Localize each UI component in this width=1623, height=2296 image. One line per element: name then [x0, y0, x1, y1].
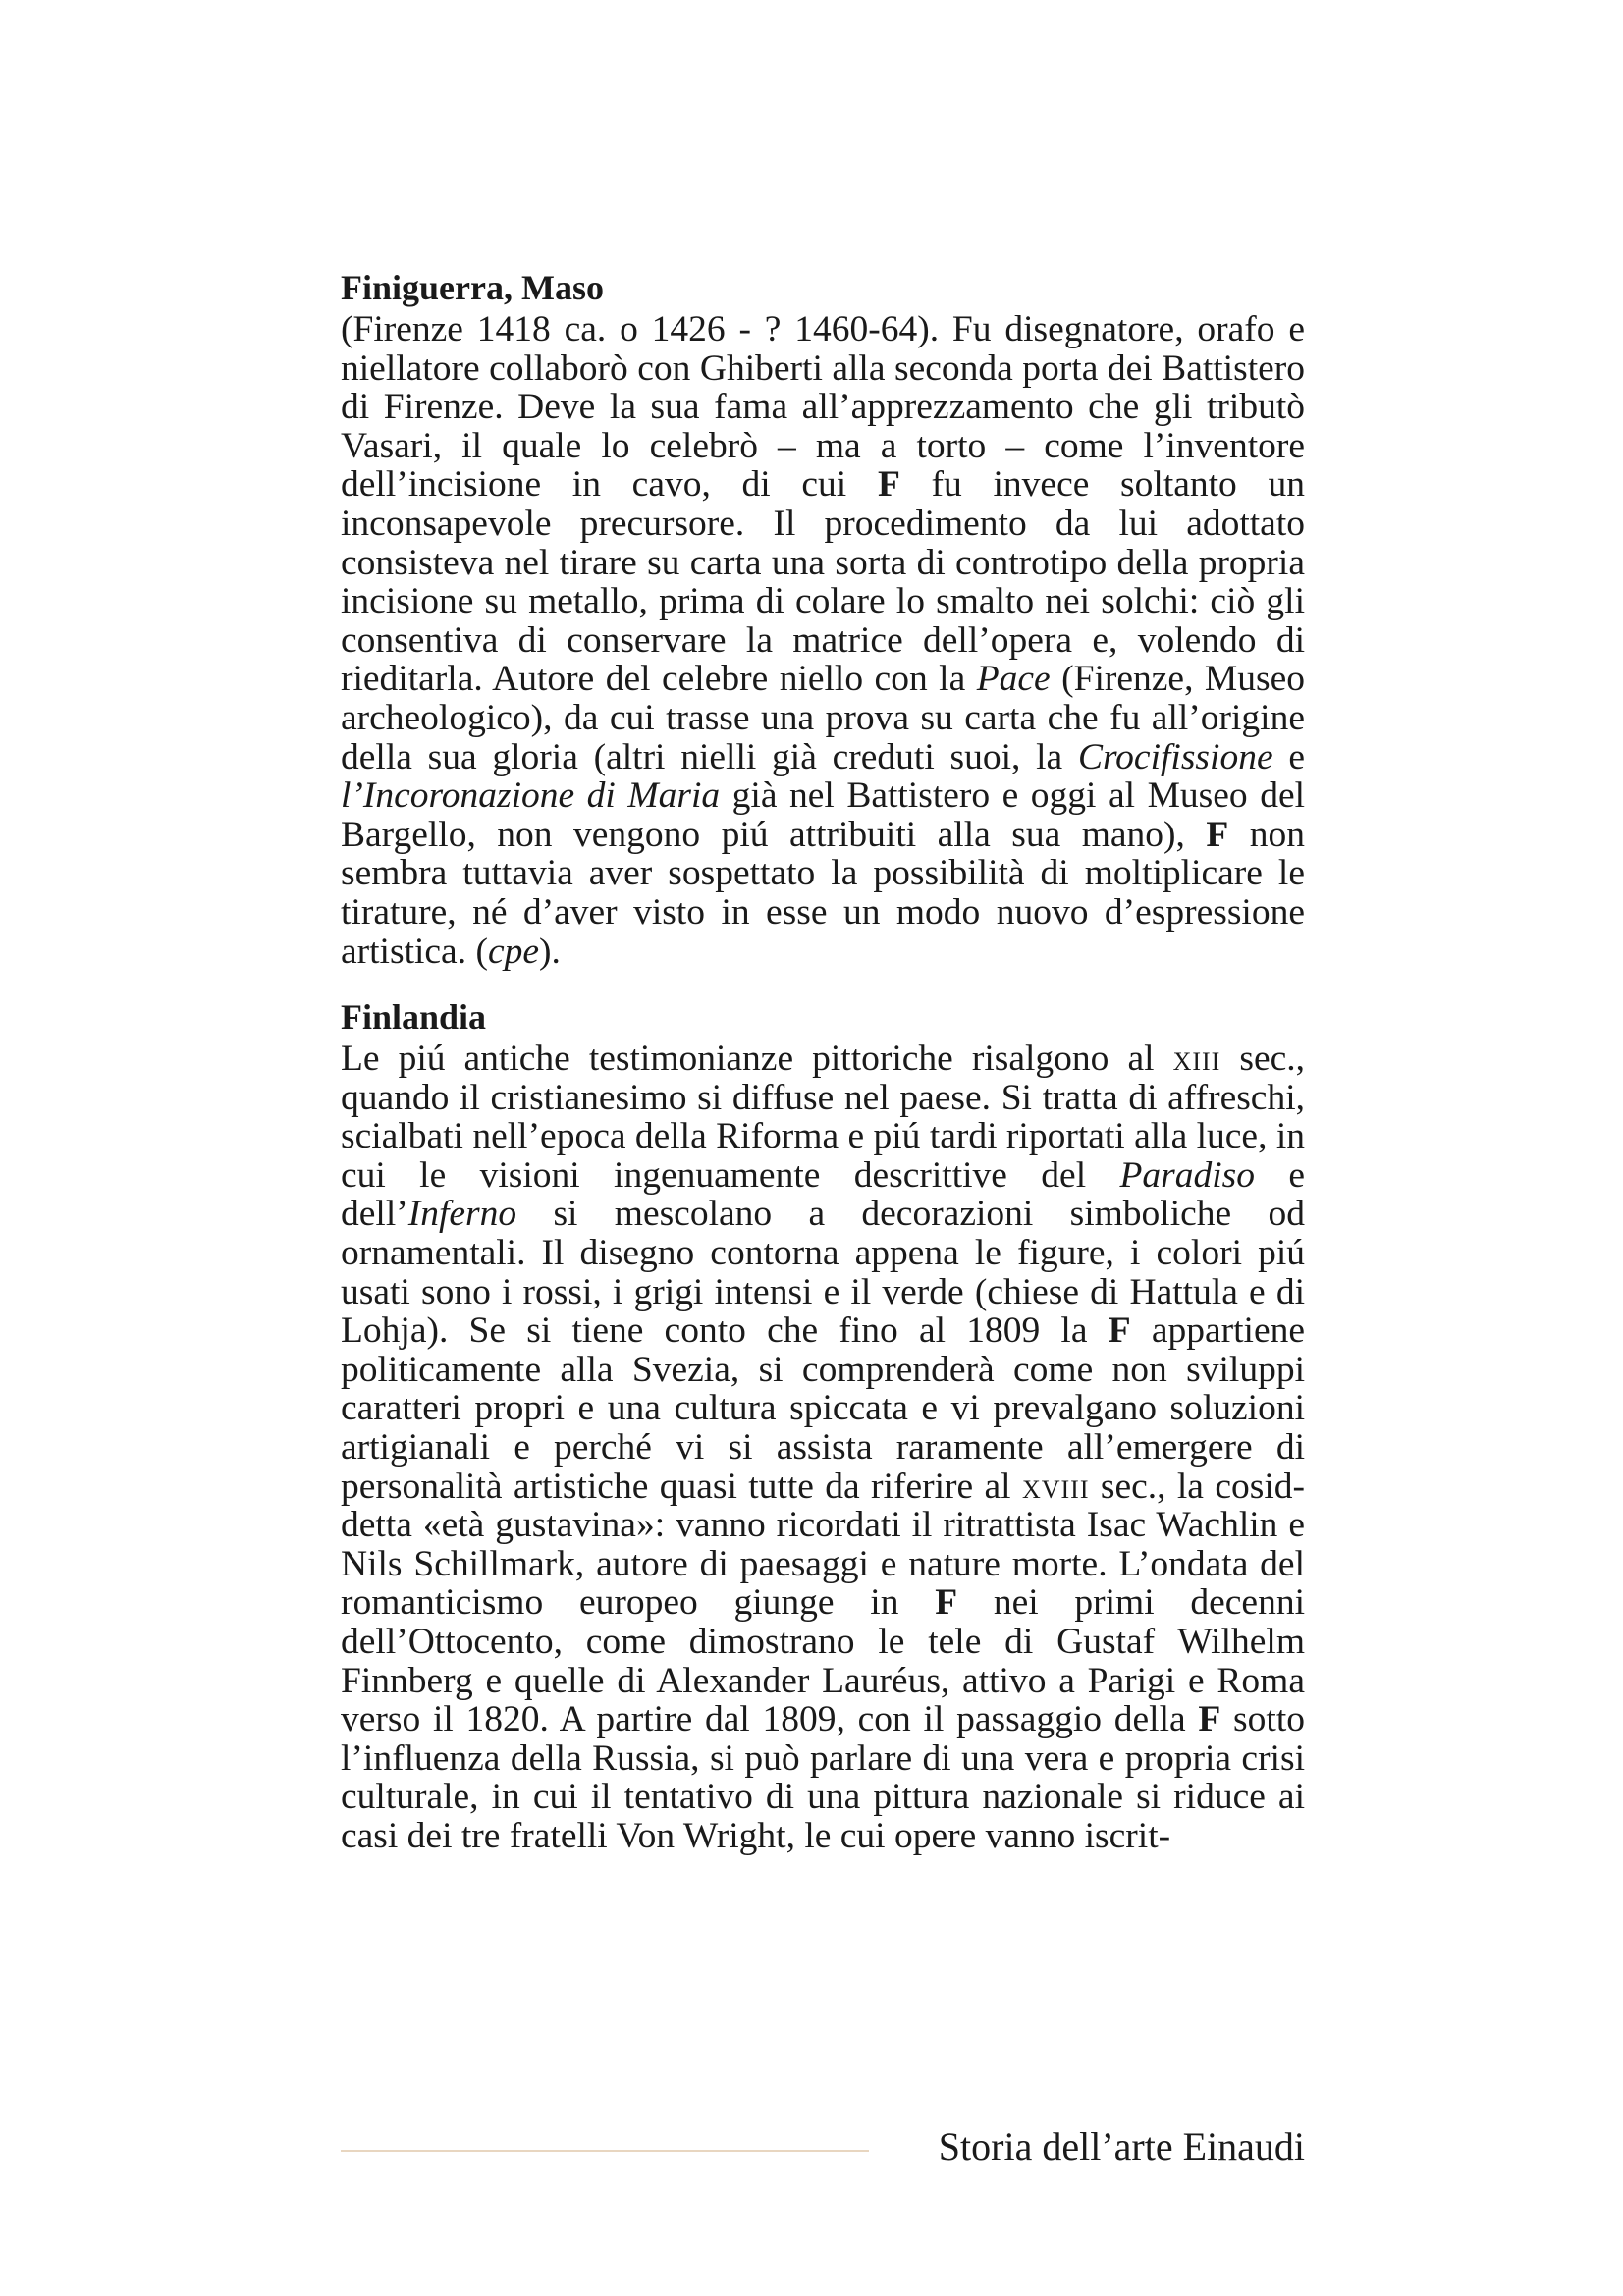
body-text: e — [1272, 736, 1305, 777]
body-text: e dell’ — [341, 1154, 1305, 1235]
body-text: appartiene politicamente alla Svezia, si comprenderà come non sviluppi caratteri propri e una cultura spiccata e vi prevalgano soluzioni artigianali e perché vi si assista raramente all’emergere di personalità artistiche quasi tutte da riferire al — [341, 1310, 1306, 1507]
bold-term: F — [935, 1582, 958, 1624]
italic-title: l’Incoronazione di Maria — [341, 775, 721, 817]
body-text: Le piú antiche testimonianze pittoriche risalgono al — [341, 1039, 1173, 1080]
page-content — [341, 267, 1305, 1856]
italic-title: Inferno — [407, 1194, 517, 1235]
italic-title: cpe — [487, 931, 539, 972]
body-text: (Firenze, Museo archeologico), da cui trasse una prova su carta che fu all’origine della sua gloria (altri nielli già creduti suoi, la — [341, 659, 1305, 777]
italic-title: Crocifissione — [1077, 736, 1273, 777]
body-text: sotto l’influenza della Russia, si può parlare di una vera e propria crisi culturale, in cui il tentativo di una pittura nazionale si riduce ai casi dei tre fratelli Von Wright, le cui opere vanno iscrit- — [341, 1699, 1305, 1856]
body-text: sec., quando il cristianesimo si diffuse nel paese. Si tratta di affreschi, scialbati nell’epoca della Riforma e piú tardi riportati alla luce, in cui le visioni ingenuamente descrittive del — [341, 1039, 1305, 1196]
page-footer — [341, 2122, 1305, 2171]
italic-title: Paradiso — [1119, 1154, 1255, 1196]
entry-finlandia — [341, 996, 1305, 1855]
bold-term: F — [1198, 1699, 1221, 1740]
body-text: fu invece soltanto un inconsapevole precursore. Il procedimento da lui adottato consisteva nel tirare su carta una sorta di controtipo della propria incisione su metallo, prima di colare lo smalto nei solchi: ciò gli consentiva di conservare la matrice dell’opera e, volendo di rieditarla. Autore del celebre niello con la — [341, 464, 1305, 700]
body-text: non sembra tuttavia aver sospettato la possibilità di moltiplicare le tirature, né d’aver visto in esse un modo nuovo d’espressione artistica. ( — [341, 814, 1306, 972]
body-text: si mescolano a decorazioni simboliche od ornamentali. Il disegno contorna appena le figure, i colori piú usati sono i rossi, i grigi intensi e il verde (chiese di Hattula e di Lohja). Se si tiene conto che fino al 1809 la — [341, 1194, 1305, 1352]
entry-title: Finiguerra, Maso — [341, 268, 604, 307]
body-text: nei primi decenni dell’Ottocento, come dimostrano le tele di Gustaf Wilhelm Finnberg e quelle di Alexander Lauréus, attivo a Parigi e Roma verso il 1820. A partire dal 1809, con il passaggio della — [341, 1582, 1305, 1740]
small-caps-numeral: xviii — [1021, 1466, 1090, 1507]
italic-title: Pace — [976, 659, 1051, 700]
footer-publisher: Storia dell’arte Einaudi — [938, 2124, 1305, 2168]
body-text: ). — [538, 931, 561, 972]
body-text: (Firenze 1418 ca. o 1426 - ? 1460-64). Fu disegnatore, orafo e niellatore collaborò con Ghiberti alla seconda porta dei Battistero di Firenze. Deve la sua fama all’apprezzamento che gli tributò Vasari, il quale lo celebrò – ma a torto – come l’inventore dell’incisione in cavo, di cui — [341, 309, 1305, 506]
bold-term: F — [1108, 1310, 1131, 1352]
entry-title: Finlandia — [341, 997, 487, 1038]
footer-rule — [341, 2150, 869, 2152]
bold-term: F — [1206, 814, 1229, 855]
small-caps-numeral: xiii — [1172, 1039, 1221, 1080]
entry-body — [341, 310, 1305, 971]
bold-term: F — [877, 464, 900, 506]
body-text: già nel Battistero e oggi al Museo del Bargello, non vengono piú attribuiti alla sua mano), — [341, 775, 1306, 855]
body-text: sec., la cosiddetta «età gustavina»: vanno ricordati il ritrattista Isac Wachlin e Nils Schillmark, autore di paesaggi e nature morte. L’ondata del romanticismo europeo giunge in — [341, 1466, 1305, 1624]
entry-body — [341, 1040, 1305, 1855]
entry-finiguerra — [341, 267, 1305, 971]
